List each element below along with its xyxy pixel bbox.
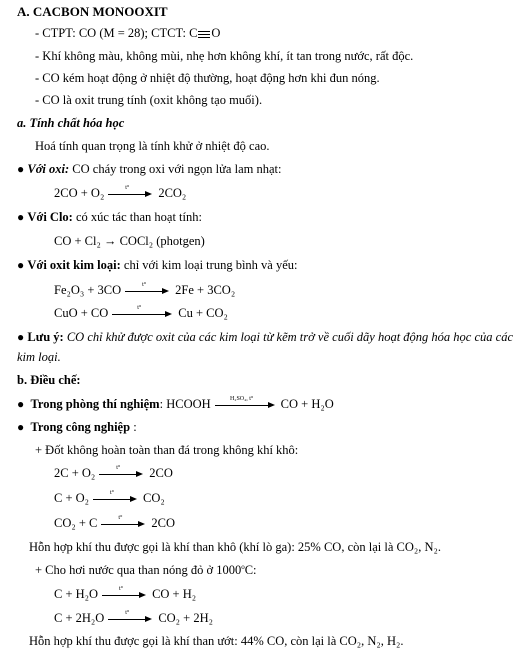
step-2-unit: C: bbox=[244, 563, 257, 577]
mix-1: Hỗn hợp khí thu được gọi là khí than khô (khí lò ga): 25% CO, còn lại là CO₂, N₂. bbox=[29, 540, 441, 554]
equation-10 bbox=[54, 611, 213, 626]
bullet-clo bbox=[17, 210, 202, 225]
eq9-left: C + H₂O bbox=[54, 587, 99, 601]
eq6-left: 2C + O₂ bbox=[54, 466, 96, 480]
step-2 bbox=[35, 563, 257, 578]
section-title: A. CACBON MONOOXIT bbox=[17, 4, 168, 19]
arrow-icon bbox=[112, 305, 172, 320]
ctct-o: O bbox=[211, 26, 221, 40]
bullet-icon: ● bbox=[17, 420, 25, 434]
arrow-condition: t° bbox=[125, 185, 130, 192]
ctct-c: C bbox=[189, 26, 198, 40]
bullet-oxit-label: Với oxit kim loại: bbox=[27, 258, 121, 272]
eq2-left: CO + Cl₂ bbox=[54, 234, 101, 248]
arrow-icon bbox=[99, 465, 143, 480]
triple-bond-icon bbox=[198, 30, 210, 39]
industry-colon: : bbox=[130, 420, 137, 434]
note-line-1 bbox=[17, 330, 513, 345]
bullet-icon: ● bbox=[17, 210, 25, 224]
step-2-text: + Cho hơi nước qua than nóng đỏ ở 1000 bbox=[35, 563, 242, 577]
arrow-condition: t° bbox=[118, 515, 123, 522]
bullet-oxi-label: Với oxi: bbox=[27, 162, 70, 176]
arrow-icon bbox=[108, 610, 152, 625]
arrow-icon bbox=[125, 282, 169, 297]
eq10-left: C + 2H₂O bbox=[54, 611, 105, 625]
property-line-2: - CO kém hoạt động ở nhiệt độ thường, hoạt động hơn khi đun nóng. bbox=[35, 71, 380, 85]
lab-colon: : bbox=[159, 397, 167, 411]
bullet-icon: ● bbox=[17, 258, 25, 272]
eq1-right: 2CO₂ bbox=[158, 186, 187, 200]
chem-props-intro: Hoá tính quan trọng là tính khử ở nhiệt độ cao. bbox=[35, 139, 270, 153]
equation-3 bbox=[54, 283, 235, 298]
arrow-condition: t° bbox=[125, 610, 130, 617]
eq8-left: CO₂ + C bbox=[54, 516, 98, 530]
eq9-right: CO + H₂ bbox=[152, 587, 197, 601]
chem-props-heading: a. Tính chất hóa học bbox=[17, 116, 125, 130]
bullet-oxi-text: CO cháy trong oxi với ngọn lửa lam nhạt: bbox=[69, 162, 282, 176]
arrow-icon bbox=[108, 185, 152, 200]
step-1: + Đốt không hoàn toàn than đá trong không khí khô: bbox=[35, 443, 299, 457]
arrow-condition: t° bbox=[116, 465, 121, 472]
prep-heading: b. Điều chế: bbox=[17, 373, 81, 387]
property-line-3: - CO là oxit trung tính (oxit không tạo muối). bbox=[35, 93, 263, 107]
eq4-left: CuO + CO bbox=[54, 306, 109, 320]
equation-1 bbox=[54, 186, 186, 201]
industry-label: Trong công nghiệp bbox=[30, 420, 131, 434]
arrow-condition: H₂SO₄, t° bbox=[230, 396, 254, 403]
bullet-clo-label: Với Clo: bbox=[27, 210, 73, 224]
eq8-right: 2CO bbox=[151, 516, 175, 530]
eq5-left: HCOOH bbox=[166, 397, 211, 411]
arrow-condition: t° bbox=[109, 490, 115, 497]
mix-2: Hỗn hợp khí thu được gọi là khí than ướt: 44% CO, còn lại là CO₂, N₂, H₂. bbox=[29, 634, 404, 648]
arrow-condition: t° bbox=[119, 586, 124, 593]
note-text: CO chỉ khử được oxit của các kim loại từ kẽm trở về cuối dãy hoạt động hóa học của các bbox=[63, 330, 514, 344]
eq10-right: CO₂ + 2H₂ bbox=[158, 611, 213, 625]
formula-line bbox=[35, 26, 220, 41]
degree-sup: o bbox=[241, 562, 245, 571]
lab-label: Trong phòng thí nghiệm bbox=[30, 397, 160, 411]
equation-4 bbox=[54, 306, 228, 321]
ctpt-text: - CTPT: CO (M = 28); CTCT: bbox=[35, 26, 190, 40]
eq7-right: CO₂ bbox=[143, 491, 165, 505]
arrow-icon bbox=[93, 490, 137, 505]
arrow-icon bbox=[102, 586, 146, 601]
arrow-icon bbox=[215, 396, 275, 411]
property-line-1: - Khí không màu, không mùi, nhẹ hơn không khí, ít tan trong nước, rất độc. bbox=[35, 49, 414, 63]
bullet-industry bbox=[17, 420, 137, 435]
bullet-oxit-text: chỉ với kim loại trung bình và yếu: bbox=[120, 258, 298, 272]
eq1-left: 2CO + O₂ bbox=[54, 186, 105, 200]
equation-6 bbox=[54, 466, 173, 481]
bullet-icon: ● bbox=[17, 162, 25, 176]
equation-9 bbox=[54, 587, 196, 602]
arrow-icon bbox=[101, 515, 145, 530]
bullet-oxit bbox=[17, 258, 298, 273]
bullet-clo-text: có xúc tác than hoạt tính: bbox=[72, 210, 202, 224]
bullet-oxi bbox=[17, 162, 281, 177]
eq2-arrow: → bbox=[100, 234, 120, 248]
equation-7 bbox=[54, 491, 165, 506]
arrow-condition: t° bbox=[142, 282, 147, 289]
eq4-right: Cu + CO₂ bbox=[178, 306, 228, 320]
bullet-icon: ● bbox=[17, 330, 25, 344]
eq5-right: CO + H₂O bbox=[280, 397, 334, 411]
equation-2 bbox=[54, 234, 205, 249]
eq3-left: Fe₂O₃ + 3CO bbox=[54, 283, 122, 297]
bullet-icon: ● bbox=[17, 397, 25, 411]
arrow-condition: t° bbox=[137, 305, 142, 312]
eq3-right: 2Fe + 3CO₂ bbox=[175, 283, 236, 297]
note-line-2: kim loại. bbox=[17, 350, 61, 364]
eq6-right: 2CO bbox=[149, 466, 173, 480]
eq2-right: COCl₂ (photgen) bbox=[119, 234, 205, 248]
eq7-left: C + O₂ bbox=[54, 491, 90, 505]
note-label: Lưu ý: bbox=[27, 330, 64, 344]
equation-8 bbox=[54, 516, 175, 531]
bullet-lab bbox=[17, 397, 334, 412]
